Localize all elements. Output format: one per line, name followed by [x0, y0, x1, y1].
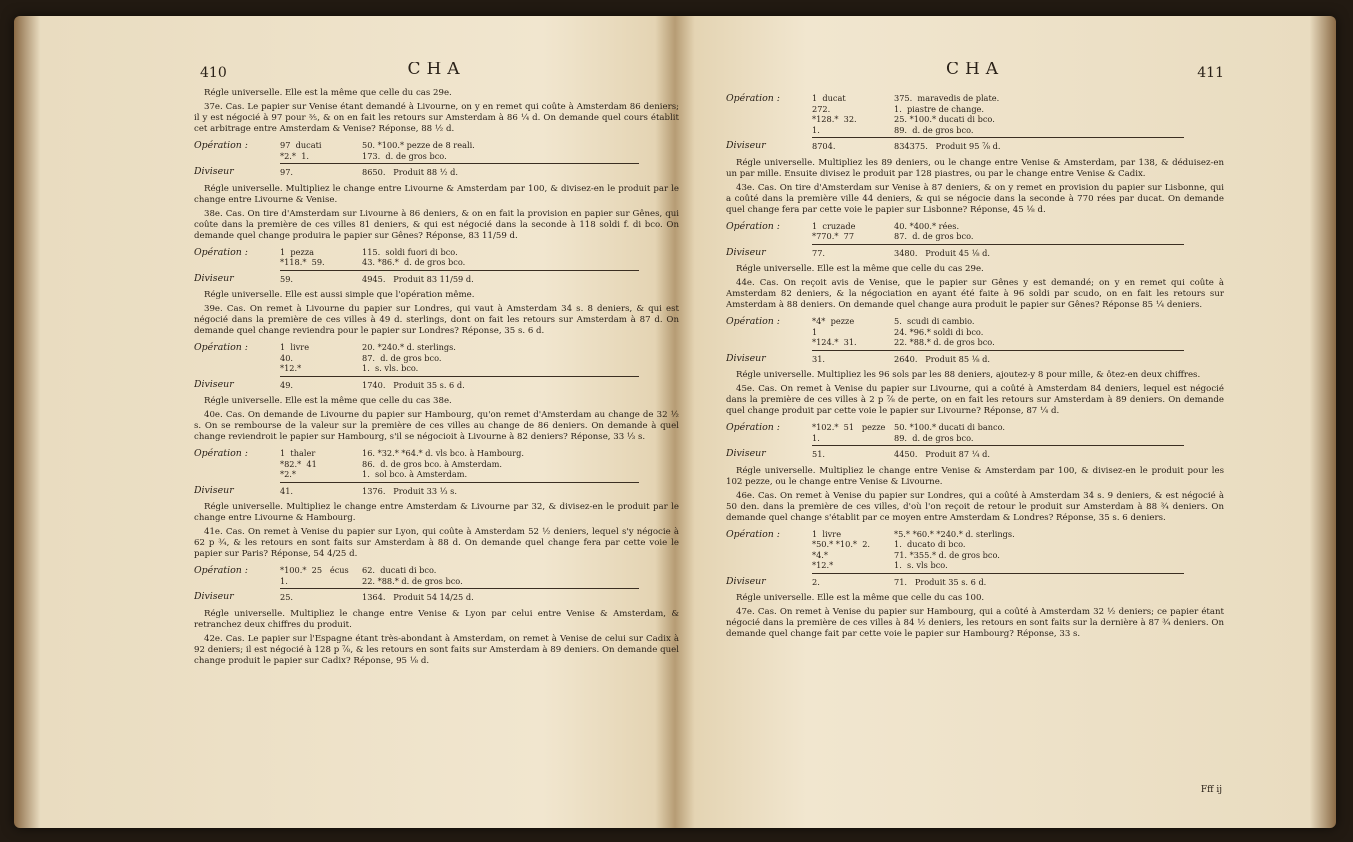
operation-right-column: 50. *100.* ducati di banco. 89. d. de gros bco. [894, 422, 1005, 443]
paragraph: 42e. Cas. Le papier sur l'Espagne étant très-abondant à Amsterdam, on remet à Venise de celui sur Cadix à 92 deniers; il est négocié à 128 p ⅞, & les retours en sont faits sur Amsterdam à 89 deniers. On demande quel change produit le papier sur Cadix? Réponse, 95 ⅛ d. [194, 633, 679, 666]
divisor-label: Diviseur [194, 591, 234, 602]
operation-left-column: 1 ducat 272. *128.* 32. 1. [812, 93, 857, 135]
operation-left-column: 1 cruzade *770.* 77 [812, 220, 856, 241]
product-value: 71. Produit 35 s. 6 d. [894, 576, 987, 587]
signature-mark: Fff ij [1200, 785, 1222, 795]
operation-right-column: 20. *240.* d. sterlings. 87. d. de gros bco. 1. s. vls. bco. [362, 342, 456, 373]
divisor-value: 2. [812, 576, 820, 587]
sum-rule [812, 350, 1184, 351]
product-value: 1364. Produit 54 14/25 d. [362, 592, 474, 602]
operation-label: Opération : [726, 220, 780, 232]
divisor-value: 51. [812, 449, 826, 459]
product-value: 2640. Produit 85 ⅛ d. [894, 353, 991, 364]
page-header [726, 62, 1224, 88]
paragraph: 37e. Cas. Le papier sur Venise étant demandé à Livourne, on y en remet qui coûte à Amsterdam 86 deniers; il y est négocié à 97 pour ⅗, & on en fait les retours sur Amsterdam à 86 ¼ d. On demande quel cours établit cet arbitrage entre Amsterdam & Venise? Réponse, 88 ½ d. [194, 102, 679, 134]
divisor-label: Diviseur [726, 352, 766, 364]
operation-label: Opération : [194, 342, 248, 353]
operation-left-column: 97 ducati *2.* 1. [280, 140, 322, 161]
paragraph: 40e. Cas. On demande de Livourne du papier sur Hambourg, qu'on remet d'Amsterdam au change de 32 ½ s. On se rembourse de la valeur sur la première de ces villes au change de 86 deniers. On demande à quel change reviendroit le papier sur Hambourg, s'il se négocioit à Livourne à 82 deniers? Réponse, 33 ⅓ s. [194, 410, 679, 442]
paragraph: Régle universelle. Multipliez le change entre Livourne & Amsterdam par 100, & divisez-en le produit par le change entre Livourne & Venise. [194, 183, 679, 205]
product-value: 4945. Produit 83 11/59 d. [362, 273, 474, 284]
paragraph: 47e. Cas. On remet à Venise du papier sur Hambourg, qui a coûté à Amsterdam 32 ½ deniers; ce papier étant négocié dans la première de ces villes à 84 ½ deniers, les retours en sont faits sur la dernière à 87 ¾ deniers. On demande quel change fait par cette voie le papier sur Hambourg? Réponse, 33 s. [726, 607, 1224, 639]
paragraph: 41e. Cas. On remet à Venise du papier sur Lyon, qui coûte à Amsterdam 52 ½ deniers, lequel s'y négocie à 62 p ¾, & les retours en sont faits sur Amsterdam à 88 d. On demande quel change fera par cette voie le papier sur Paris? Réponse, 54 4/25 d. [194, 527, 679, 559]
operation-right-column: 16. *32.* *64.* d. vls bco. à Hambourg. 86. d. de gros bco. à Amsterdam. 1. sol bco. à Amsterdam. [362, 448, 525, 479]
paragraph: Régle universelle. Elle est aussi simple que l'opération même. [204, 290, 475, 300]
divisor-value: 97. [280, 167, 294, 177]
operation-block [726, 221, 1224, 259]
page-header [194, 62, 679, 88]
product-value: 1376. Produit 33 ⅓ s. [362, 485, 457, 496]
divisor-label: Diviseur [726, 575, 766, 587]
running-head: CHA [945, 62, 1005, 79]
operation-right-column: 50. *100.* pezze de 8 reali. 173. d. de gros bco. [362, 140, 475, 161]
paragraph: Régle universelle. Elle est la même que celle du cas 100. [736, 593, 985, 603]
operation-block [194, 565, 679, 603]
operation-left-column: 1 livre *50.* *10.* 2. *4.* *12.* [812, 528, 871, 570]
operation-label: Opération : [726, 422, 780, 433]
open-book [14, 16, 1336, 828]
operation-label: Opération : [194, 448, 248, 459]
page-body [194, 88, 679, 667]
page-body [726, 93, 1224, 640]
operation-label: Opération : [194, 140, 248, 151]
paragraph: 45e. Cas. On remet à Venise du papier sur Livourne, qui a coûté à Amsterdam 84 deniers, lequel est négocié dans la première de ces villes à 2 p ⅞ de perte, on en fait les retours sur Amsterdam à 89 deniers. On demande quel change produit par cette voie le papier sur Livourne? Réponse, 87 ¼ d. [726, 384, 1224, 416]
operation-left-column: 1 livre 40. *12.* [280, 342, 310, 373]
operation-block [726, 316, 1224, 364]
paragraph: 46e. Cas. On remet à Venise du papier sur Londres, qui a coûté à Amsterdam 34 s. 9 deniers, & est négocié à 50 den. dans la première de ces villes, d'où l'on reçoit de retour le produit sur Amsterdam à 88 ¾ deniers. On demande quel change s'établit par ce moyen entre Amsterdam & Londres? Réponse, 35 s. 6 deniers. [726, 490, 1224, 523]
operation-right-column: 5. scudi di cambio. 24. *96.* soldi di bco. 22. *88.* d. de gros bco. [894, 316, 995, 347]
sum-rule [280, 482, 639, 483]
sum-rule [280, 588, 639, 589]
operation-block [194, 247, 679, 285]
operation-right-column: 375. maravedis de plate. 1. piastre de change. 25. *100.* ducati di bco. 89. d. de gros bco. [894, 93, 1000, 135]
right-page [726, 62, 1224, 802]
operation-left-column: 1 thaler *82.* 41 *2.* [280, 448, 317, 479]
divisor-value: 25. [280, 592, 294, 602]
operation-label: Opération : [194, 246, 248, 258]
paragraph: Régle universelle. Multipliez les 96 sols par les 88 deniers, ajoutez-y 8 pour mille, & ôtez-en deux chiffres. [736, 370, 1201, 380]
divisor-label: Diviseur [194, 378, 234, 390]
operation-right-column: 62. ducati di bco. 22. *88.* d. de gros bco. [362, 565, 463, 586]
paragraph: Régle universelle. Elle est la même que celle du cas 29e. [204, 88, 452, 98]
operation-right-column: 40. *400.* rées. 87. d. de gros bco. [894, 220, 974, 241]
operation-right-column: *5.* *60.* *240.* d. sterlings. 1. ducato di bco. 71. *355.* d. de gros bco. 1. s. vls bco. [894, 528, 1015, 570]
operation-label: Opération : [726, 528, 780, 540]
divisor-label: Diviseur [194, 484, 234, 496]
operation-block [726, 529, 1224, 588]
operation-block [726, 93, 1224, 152]
sum-rule [280, 270, 639, 271]
divisor-label: Diviseur [726, 140, 766, 151]
paragraph: Régle universelle. Multipliez les 89 deniers, ou le change entre Venise & Amsterdam, par 138, & déduisez-en un par mille. Ensuite divisez le produit par 128 piastres, ou par le change entre Venise & Cadix. [726, 157, 1224, 179]
running-head: CHA [407, 62, 466, 79]
operation-block [194, 140, 679, 178]
sum-rule [812, 244, 1184, 245]
divisor-label: Diviseur [726, 246, 766, 258]
operation-block [726, 422, 1224, 460]
page-number: 411 [1197, 65, 1224, 81]
divisor-label: Diviseur [194, 272, 234, 284]
operation-label: Opération : [726, 93, 780, 104]
operation-left-column: *100.* 25 écus 1. [280, 565, 349, 586]
operation-left-column: 1 pezza *118.* 59. [280, 246, 325, 267]
divisor-value: 31. [812, 353, 826, 364]
operation-label: Opération : [194, 565, 248, 576]
sum-rule [812, 445, 1184, 446]
paragraph: 39e. Cas. On remet à Livourne du papier sur Londres, qui vaut à Amsterdam 34 s. 8 deniers, & qui est négocié dans la première de ces villes à 49 d. sterlings, dont on fait les retours sur Amsterdam à 87 d. On demande quel change reviendra pour le papier sur Londres? Réponse, 35 s. 6 d. [194, 304, 679, 336]
operation-left-column: *4* pezze 1 *124.* 31. [812, 316, 857, 347]
product-value: 3480. Produit 45 ⅛ d. [894, 247, 991, 258]
operation-left-column: *102.* 51 pezze 1. [812, 422, 886, 443]
paragraph: 43e. Cas. On tire d'Amsterdam sur Venise à 87 deniers, & on y remet en provision du papier sur Lisbonne, qui a coûté dans la première ville 44 deniers, & qui se négocie dans la seconde à 770 rées par ducat. On demande quel change fera par cette voie le papier sur Lisbonne? Réponse, 45 ⅛ d. [726, 182, 1224, 215]
divisor-label: Diviseur [726, 448, 766, 459]
product-value: 4450. Produit 87 ¼ d. [894, 449, 991, 459]
paragraph: 38e. Cas. On tire d'Amsterdam sur Livourne à 86 deniers, & on en fait la provision en papier sur Gênes, qui coûte dans la première de ces villes 81 deniers, & qui est négocié dans la seconde à 118 soldi f. di bco. On demande quel change produira le papier sur Gênes? Réponse, 83 11/59 d. [194, 208, 679, 241]
paragraph: 44e. Cas. On reçoit avis de Venise, que le papier sur Gênes y est demandé; on y en remet qui coûte à Amsterdam 82 deniers, & la négociation en ayant été faite à 96 soldi par scudo, on en fait les retours sur Amsterdam à 88 deniers. On demande quel change aura produit le papier sur Gênes? Réponse 85 ¼ deniers. [726, 278, 1224, 310]
operation-label: Opération : [726, 316, 780, 327]
page-number: 410 [200, 65, 227, 81]
product-value: 8650. Produit 88 ½ d. [362, 167, 459, 177]
left-page [194, 62, 679, 802]
divisor-value: 41. [280, 485, 294, 496]
divisor-value: 49. [280, 379, 294, 390]
paragraph: Régle universelle. Elle est la même que celle du cas 29e. [736, 264, 984, 274]
sum-rule [280, 163, 639, 164]
paragraph: Régle universelle. Multipliez le change entre Venise & Lyon par celui entre Venise & Amsterdam, & retranchez deux chiffres du produit. [194, 608, 679, 630]
product-value: 1740. Produit 35 s. 6 d. [362, 379, 465, 390]
divisor-value: 77. [812, 247, 826, 258]
paragraph: Régle universelle. Multipliez le change entre Venise & Amsterdam par 100, & divisez-en le produit pour les 102 pezze, ou le change entre Venise & Livourne. [726, 465, 1224, 487]
operation-block [194, 448, 679, 496]
paragraph: Régle universelle. Multipliez le change entre Amsterdam & Livourne par 32, & divisez-en le produit par le change entre Livourne & Hambourg. [194, 502, 679, 523]
divisor-value: 59. [280, 273, 294, 284]
product-value: 834375. Produit 95 ⅞ d. [894, 141, 1001, 151]
sum-rule [280, 376, 639, 377]
paragraph: Régle universelle. Elle est la même que celle du cas 38e. [204, 396, 452, 406]
sum-rule [812, 573, 1184, 574]
sum-rule [812, 137, 1184, 138]
divisor-label: Diviseur [194, 166, 234, 177]
divisor-value: 8704. [812, 141, 836, 151]
operation-right-column: 115. soldi fuori di bco. 43. *86.* d. de gros bco. [362, 246, 466, 267]
operation-block [194, 342, 679, 390]
